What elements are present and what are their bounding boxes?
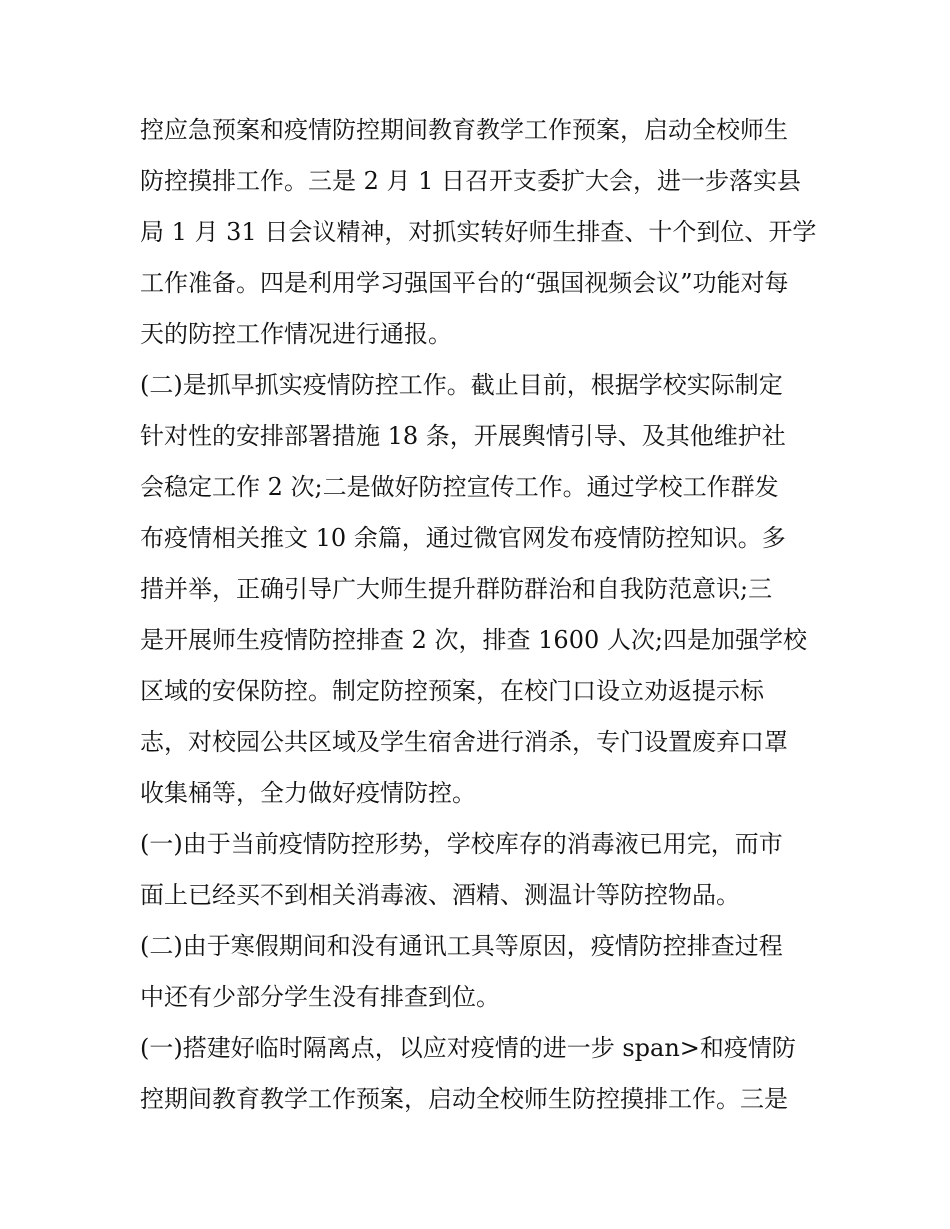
document-body [140,105,820,1125]
text-line: 防控摸排工作。三是 2 月 1 日召开支委扩大会，进一步落实县 [140,167,802,195]
text-line: 针对性的安排部署措施 18 条，开展舆情引导、及其他维护社 [140,422,786,450]
text-line: (一)搭建好临时隔离点，以应对疫情的进一步 span>和疫情防 [140,1034,796,1062]
text-line: 区域的安保防控。制定防控预案，在校门口设立劝返提示标 [140,677,764,705]
text-line: 会稳定工作 2 次;二是做好防控宣传工作。通过学校工作群发 [140,473,779,501]
text-line: 控应急预案和疫情防控期间教育教学工作预案，启动全校师生 [140,116,788,144]
text-line: 中还有少部分学生没有排查到位。 [140,983,500,1011]
text-line: 天的防控工作情况进行通报。 [140,320,452,348]
text-line: 措并举，正确引导广大师生提升群防群治和自我防范意识;三 [140,575,773,603]
text-line: 工作准备。四是利用学习强国平台的“强国视频会议”功能对每 [140,269,789,297]
text-line: (二)是抓早抓实疫情防控工作。截止目前，根据学校实际制定 [140,371,783,399]
text-line: 是开展师生疫情防控排查 2 次，排查 1600 人次;四是加强学校 [140,626,807,654]
text-line: 控期间教育教学工作预案，启动全校师生防控摸排工作。三是 [140,1085,788,1113]
text-line: 志，对校园公共区域及学生宿舍进行消杀，专门设置废弃口罩 [140,728,788,756]
text-line: (二)由于寒假期间和没有通讯工具等原因，疫情防控排查过程 [140,932,783,960]
text-line: 布疫情相关推文 10 余篇，通过微官网发布疫情防控知识。多 [140,524,786,552]
text-line: 面上已经买不到相关消毒液、酒精、测温计等防控物品。 [140,881,740,909]
text-line: 局 1 月 31 日会议精神，对抓实转好师生排查、十个到位、开学 [140,218,817,246]
text-line: 收集桶等，全力做好疫情防控。 [140,779,476,807]
text-line: (一)由于当前疫情防控形势，学校库存的消毒液已用完，而市 [140,830,783,858]
